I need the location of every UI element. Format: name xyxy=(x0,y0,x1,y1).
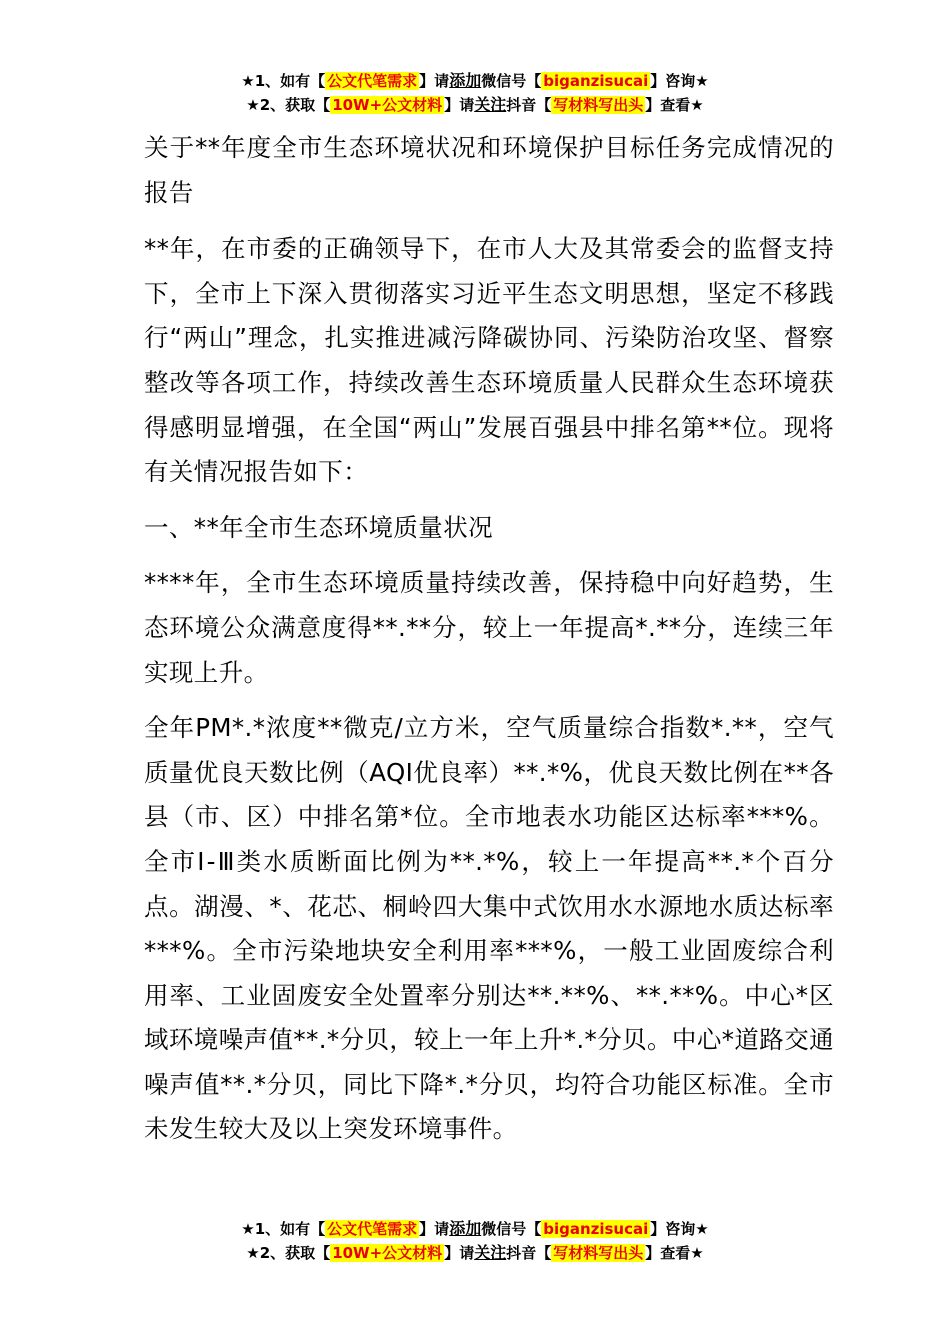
banner-highlight-douyin: 写材料写出头 xyxy=(553,96,644,114)
banner-line-1 xyxy=(0,69,950,93)
top-banner xyxy=(0,69,950,117)
paragraph-intro: **年，在市委的正确领导下，在市人大及其常委会的监督支持下，全市上下深入贯彻落实习近平生态文明思想，坚定不移践行“两山”理念，扎实推进减污降碳协同、污染防治攻坚、督察整改等各项工作，持续改善生态环境质量人民群众生态环境获得感明显增强，在全国“两山”发展百强县中排名第**位。现将有关情况报告如下： xyxy=(144,234,834,487)
banner-emphasis: 添加 xyxy=(449,1219,482,1238)
banner-text: 抖音【 xyxy=(506,1244,552,1262)
banner-text: 】咨询★ xyxy=(650,72,709,90)
banner-emphasis: 添加 xyxy=(449,71,482,90)
bottom-banner xyxy=(0,1217,950,1265)
section-heading: 一、**年全市生态环境质量状况 xyxy=(144,512,493,542)
banner-emphasis: 关注 xyxy=(474,95,507,114)
banner-line-1 xyxy=(0,1217,950,1241)
banner-emphasis: 关注 xyxy=(474,1243,507,1262)
banner-highlight-wechat-id: biganzisucai xyxy=(543,1220,649,1238)
banner-text: 】查看★ xyxy=(645,1244,704,1262)
banner-highlight-materials: 10W+公文材料 xyxy=(332,1244,443,1262)
banner-highlight-douyin: 写材料写出头 xyxy=(553,1244,644,1262)
banner-line-2 xyxy=(0,93,950,117)
banner-text: ★2、获取【 xyxy=(246,1244,331,1262)
banner-highlight-service: 公文代笔需求 xyxy=(327,72,418,90)
banner-text: 】请 xyxy=(444,1244,475,1262)
banner-line-2 xyxy=(0,1241,950,1265)
banner-text: 】请 xyxy=(419,1220,450,1238)
banner-text: ★1、如有【 xyxy=(241,72,326,90)
banner-text: 抖音【 xyxy=(506,96,552,114)
banner-text: 微信号【 xyxy=(481,72,542,90)
banner-text: 微信号【 xyxy=(481,1220,542,1238)
banner-text: ★2、获取【 xyxy=(246,96,331,114)
paragraph-overview: ****年，全市生态环境质量持续改善，保持稳中向好趋势，生态环境公众满意度得**.**分，较上一年提高*.**分，连续三年实现上升。 xyxy=(144,568,834,687)
banner-text: 】查看★ xyxy=(645,96,704,114)
document-body xyxy=(144,126,834,1163)
banner-text: ★1、如有【 xyxy=(241,1220,326,1238)
banner-text: 】请 xyxy=(444,96,475,114)
banner-highlight-service: 公文代笔需求 xyxy=(327,1220,418,1238)
banner-text: 】请 xyxy=(419,72,450,90)
banner-highlight-wechat-id: biganzisucai xyxy=(543,72,649,90)
paragraph-indicators: 全年PM*.*浓度**微克/立方米，空气质量综合指数*.**，空气质量优良天数比例（AQI优良率）**.*%，优良天数比例在**各县（市、区）中排名第*位。全市地表水功能区达标率***%。全市Ⅰ-Ⅲ类水质断面比例为**.*%，较上一年提高**.*个百分点。湖漫、*、花芯、桐岭四大集中式饮用水水源地水质达标率***%。全市污染地块安全利用率***%，一般工业固废综合利用率、工业固废安全处置率分别达**.**%、**.**%。中心*区域环境噪声值**.*分贝，较上一年上升*.*分贝。中心*道路交通噪声值**.*分贝，同比下降*.*分贝，均符合功能区标准。全市未发生较大及以上突发环境事件。 xyxy=(144,713,834,1144)
banner-text: 】咨询★ xyxy=(650,1220,709,1238)
document-title: 关于**年度全市生态环境状况和环境保护目标任务完成情况的报告 xyxy=(144,133,834,207)
banner-highlight-materials: 10W+公文材料 xyxy=(332,96,443,114)
